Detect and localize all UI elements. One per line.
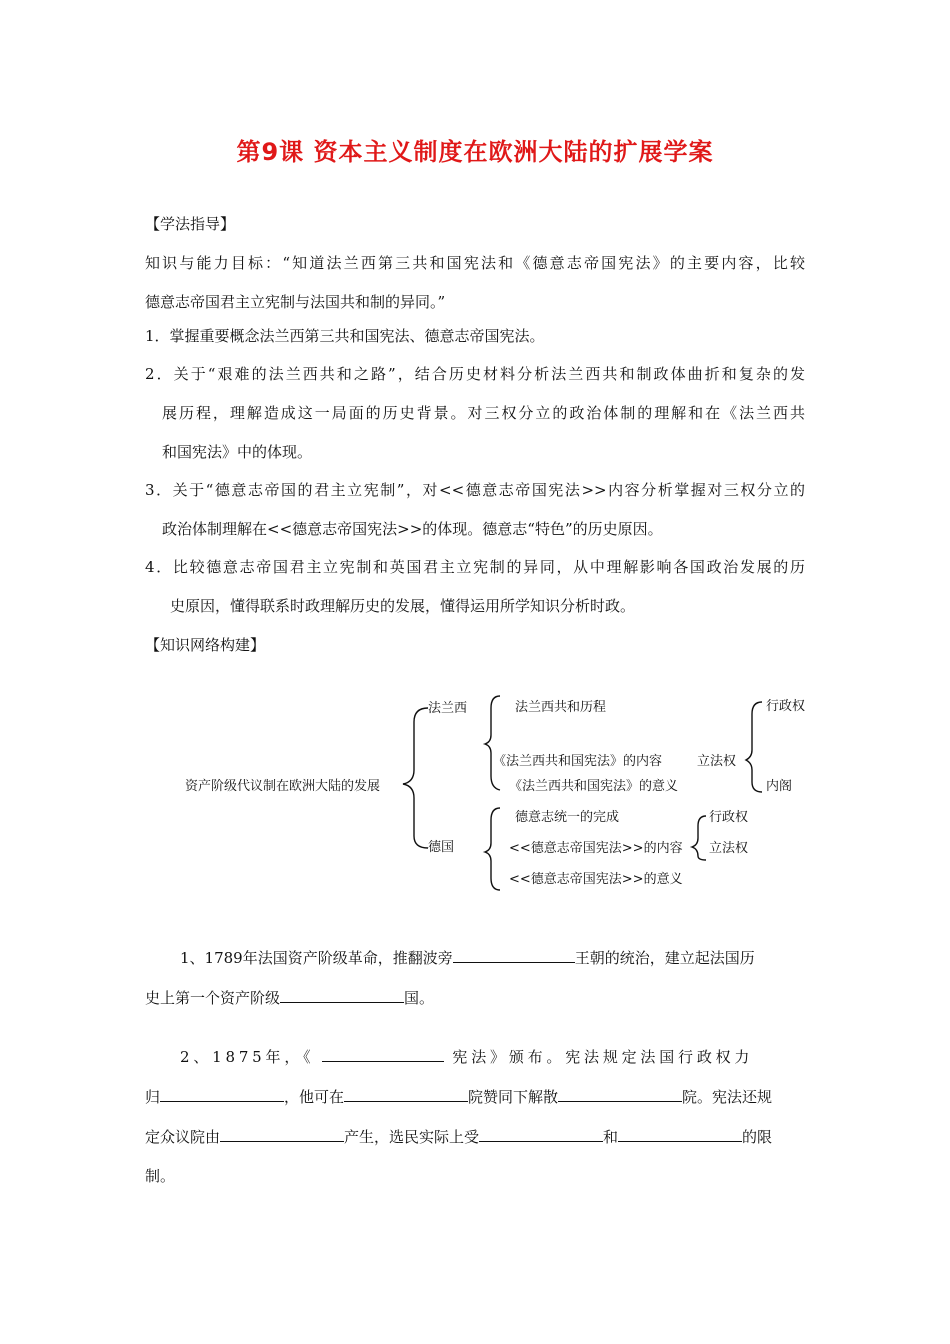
guide-item-2-line-1: 2．关于“艰难的法兰西共和之路”，结合历史材料分析法兰西共和制政体曲折和复杂的发 (145, 365, 805, 383)
diagram-france-item-1: 法兰西共和历程 (515, 700, 607, 715)
diagram-germany-label: 德国 (428, 840, 455, 855)
exercise-2-blank-1[interactable] (322, 1046, 444, 1062)
exercise-1-text-a: 1、1789年法国资产阶级革命，推翻波旁 (180, 949, 453, 967)
guide-item-3-line-2: 政治体制理解在<<德意志帝国宪法>>的体现。德意志“特色”的历史原因。 (162, 520, 663, 538)
exercise-1-blank-1[interactable] (453, 947, 575, 963)
exercise-2-text-f: 院。宪法还规 (682, 1088, 773, 1106)
exercise-2-text-i: 和 (603, 1128, 619, 1146)
exercise-1-line-2 (145, 987, 434, 1008)
exercise-2-text-e: 院赞同下解散 (468, 1088, 559, 1106)
diagram-france-executive: 行政权 (766, 699, 806, 714)
exercise-2-line-3 (145, 1126, 772, 1147)
exercise-2-line-4: 制。 (145, 1167, 176, 1185)
diagram-france-item-2: 《法兰西共和国宪法》的内容 (493, 754, 663, 769)
exercise-2-text-d: ，他可在 (284, 1088, 345, 1106)
diagram-root-label: 资产阶级代议制在欧洲大陆的发展 (185, 779, 381, 794)
exercise-2-blank-2[interactable] (160, 1086, 284, 1102)
exercise-2-text-j: 的限 (742, 1128, 773, 1146)
exercise-1-text-d: 国。 (404, 989, 435, 1007)
france-powers-brace (746, 702, 762, 792)
exercise-2-line-1 (180, 1046, 753, 1067)
exercise-2-blank-6[interactable] (479, 1126, 603, 1142)
diagram-france-cabinet: 内阁 (766, 779, 793, 794)
guide-item-2-line-2: 展历程，理解造成这一局面的历史背景。对三权分立的政治体制的理解和在《法兰西共 (162, 404, 805, 422)
exercise-1-text-c: 史上第一个资产阶级 (145, 989, 281, 1007)
exercise-2-line-2 (145, 1086, 772, 1107)
guide-item-4-line-2: 史原因，懂得联系时政理解历史的发展，懂得运用所学知识分析时政。 (170, 597, 636, 615)
exercise-2-blank-3[interactable] (344, 1086, 468, 1102)
france-brace (485, 696, 500, 790)
diagram-france-label: 法兰西 (428, 701, 468, 716)
diagram-france-legislative: 立法权 (697, 754, 737, 769)
germany-powers-brace (692, 816, 706, 860)
diagram-france-item-3: 《法兰西共和国宪法》的意义 (509, 779, 679, 794)
page-title: 第9课 资本主义制度在欧洲大陆的扩展学案 (236, 138, 714, 166)
diagram-germany-item-2: <<德意志帝国宪法>>的内容 (509, 841, 683, 856)
exercise-1-line-1 (180, 947, 755, 968)
root-brace (403, 708, 428, 848)
exercise-2-text-b: 宪法》颁布。宪法规定法国行政权力 (452, 1048, 754, 1066)
goal-line-1: 知识与能力目标：“知道法兰西第三共和国宪法和《德意志帝国宪法》的主要内容，比较 (145, 254, 805, 272)
exercise-2-text-g: 定众议院由 (145, 1128, 221, 1146)
exercise-2-text-a: 2、1875年，《 (180, 1048, 315, 1066)
guide-item-3-line-1: 3．关于“德意志帝国的君主立宪制”，对<<德意志帝国宪法>>内容分析掌握对三权分立的 (145, 481, 805, 499)
section-heading-network: 【知识网络构建】 (145, 636, 266, 654)
exercise-1-blank-2[interactable] (280, 987, 404, 1003)
diagram-germany-legislative: 立法权 (709, 841, 749, 856)
diagram-germany-item-1: 德意志统一的完成 (515, 810, 620, 825)
guide-item-4-line-1: 4．比较德意志帝国君主立宪制和英国君主立宪制的异同，从中理解影响各国政治发展的历 (145, 558, 805, 576)
goal-line-2: 德意志帝国君主立宪制与法国共和制的异同。” (145, 293, 446, 311)
diagram-germany-executive: 行政权 (709, 810, 749, 825)
exercise-1-text-b: 王朝的统治，建立起法国历 (574, 949, 755, 967)
exercise-2-text-h: 产生，选民实际上受 (344, 1128, 480, 1146)
exercise-2-blank-5[interactable] (220, 1126, 344, 1142)
section-heading-guide: 【学法指导】 (145, 215, 236, 233)
exercise-2-blank-4[interactable] (558, 1086, 682, 1102)
exercise-2-text-c: 归 (145, 1088, 161, 1106)
germany-brace (485, 808, 500, 890)
diagram-germany-item-3: <<德意志帝国宪法>>的意义 (509, 872, 683, 887)
exercise-2-blank-7[interactable] (618, 1126, 742, 1142)
guide-item-1: 1．掌握重要概念法兰西第三共和国宪法、德意志帝国宪法。 (145, 327, 545, 345)
guide-item-2-line-3: 和国宪法》中的体现。 (162, 443, 313, 461)
